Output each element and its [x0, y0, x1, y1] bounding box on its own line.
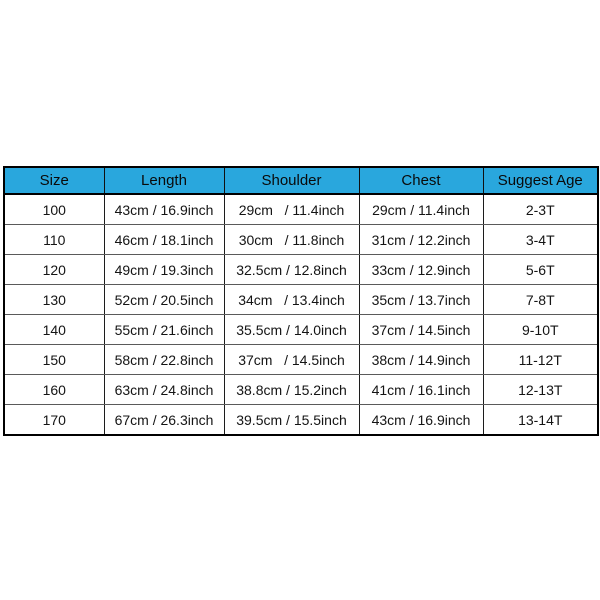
cell-age: 7-8T	[483, 285, 598, 315]
cell-age: 11-12T	[483, 345, 598, 375]
cell-chest: 43cm / 16.9inch	[359, 405, 483, 436]
cell-chest: 35cm / 13.7inch	[359, 285, 483, 315]
cell-age: 5-6T	[483, 255, 598, 285]
cell-age: 2-3T	[483, 194, 598, 225]
cell-shoulder: 35.5cm / 14.0inch	[224, 315, 359, 345]
cell-chest: 38cm / 14.9inch	[359, 345, 483, 375]
cell-chest: 31cm / 12.2inch	[359, 225, 483, 255]
header-cell-size: Size	[4, 167, 104, 194]
cell-shoulder: 34cm / 13.4inch	[224, 285, 359, 315]
cell-size: 100	[4, 194, 104, 225]
cell-shoulder: 32.5cm / 12.8inch	[224, 255, 359, 285]
header-cell-shoulder: Shoulder	[224, 167, 359, 194]
cell-shoulder: 39.5cm / 15.5inch	[224, 405, 359, 436]
cell-length: 49cm / 19.3inch	[104, 255, 224, 285]
cell-length: 52cm / 20.5inch	[104, 285, 224, 315]
header-cell-length: Length	[104, 167, 224, 194]
size-chart-table	[3, 166, 599, 436]
table-row	[4, 375, 598, 405]
cell-age: 3-4T	[483, 225, 598, 255]
cell-shoulder: 30cm / 11.8inch	[224, 225, 359, 255]
cell-age: 13-14T	[483, 405, 598, 436]
cell-length: 67cm / 26.3inch	[104, 405, 224, 436]
cell-age: 12-13T	[483, 375, 598, 405]
table-row	[4, 255, 598, 285]
cell-age: 9-10T	[483, 315, 598, 345]
cell-length: 55cm / 21.6inch	[104, 315, 224, 345]
cell-shoulder: 37cm / 14.5inch	[224, 345, 359, 375]
table-row	[4, 285, 598, 315]
table-row	[4, 225, 598, 255]
cell-length: 43cm / 16.9inch	[104, 194, 224, 225]
table-row	[4, 345, 598, 375]
cell-size: 120	[4, 255, 104, 285]
cell-size: 170	[4, 405, 104, 436]
cell-chest: 41cm / 16.1inch	[359, 375, 483, 405]
cell-length: 46cm / 18.1inch	[104, 225, 224, 255]
cell-shoulder: 29cm / 11.4inch	[224, 194, 359, 225]
header-cell-chest: Chest	[359, 167, 483, 194]
cell-chest: 29cm / 11.4inch	[359, 194, 483, 225]
cell-size: 150	[4, 345, 104, 375]
cell-chest: 37cm / 14.5inch	[359, 315, 483, 345]
header-row	[4, 167, 598, 194]
cell-size: 110	[4, 225, 104, 255]
cell-length: 58cm / 22.8inch	[104, 345, 224, 375]
cell-size: 130	[4, 285, 104, 315]
cell-length: 63cm / 24.8inch	[104, 375, 224, 405]
table-row	[4, 315, 598, 345]
cell-size: 160	[4, 375, 104, 405]
header-cell-suggest-age: Suggest Age	[483, 167, 598, 194]
cell-chest: 33cm / 12.9inch	[359, 255, 483, 285]
cell-shoulder: 38.8cm / 15.2inch	[224, 375, 359, 405]
table-row	[4, 194, 598, 225]
table-row	[4, 405, 598, 436]
cell-size: 140	[4, 315, 104, 345]
